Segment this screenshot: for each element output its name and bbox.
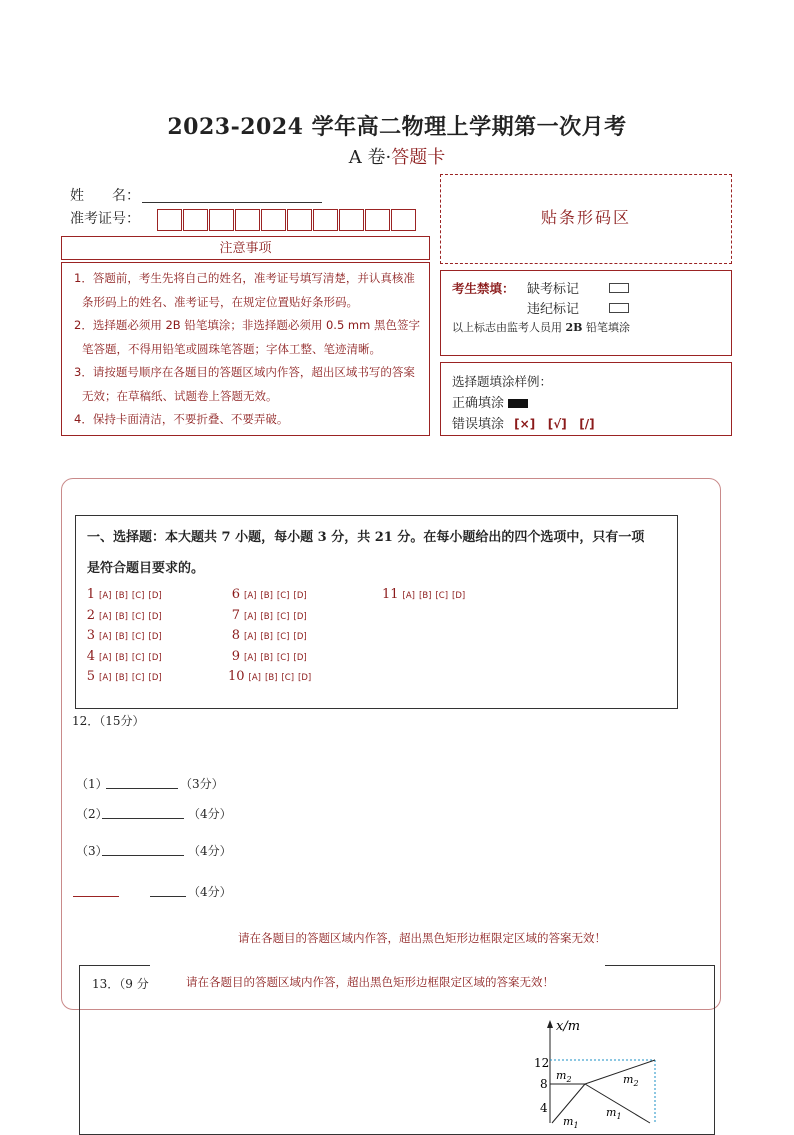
choice-bubble[interactable]: [C] xyxy=(131,611,145,622)
label-m1-right-m: m xyxy=(606,1106,617,1119)
q12-answer1[interactable] xyxy=(106,774,178,789)
mark-note-c: 铅笔填涂 xyxy=(582,321,630,334)
choice-bubble[interactable]: [D] xyxy=(148,632,162,642)
question-number: 8 xyxy=(231,628,240,643)
label-m1-right-sub: 1 xyxy=(616,1112,622,1121)
question-number: 9 xyxy=(231,648,240,664)
question-number: 1 xyxy=(86,587,95,602)
notice-heading: 注意事项 xyxy=(61,236,430,260)
question-number: 4 xyxy=(86,648,95,664)
choice-bubble[interactable]: [B] xyxy=(115,591,128,601)
id-digit-box[interactable] xyxy=(365,209,390,231)
choice-row xyxy=(382,587,465,602)
q13-box-gap xyxy=(150,963,605,967)
label-m2-right xyxy=(623,1073,639,1088)
name-field[interactable] xyxy=(142,186,322,203)
choice-bubble[interactable]: [B] xyxy=(419,591,432,601)
q12-part3: （3） xyxy=(76,844,108,858)
tick-12: 12 xyxy=(534,1056,550,1070)
choice-heading-line2: 是符合题目要求的。 xyxy=(87,561,205,576)
mark-note-b: 2B xyxy=(565,321,583,334)
id-digit-box[interactable] xyxy=(261,209,286,231)
filled-mark-icon xyxy=(508,399,528,408)
correct-fill-label: 正确填涂 xyxy=(452,396,505,411)
subtitle-version: A 卷· xyxy=(348,147,392,168)
id-digit-box[interactable] xyxy=(235,209,260,231)
choice-row xyxy=(83,608,162,623)
choice-bubble[interactable]: [A] xyxy=(244,632,257,642)
page-subtitle xyxy=(0,143,794,169)
subtitle-card: 答题卡 xyxy=(391,147,446,168)
choice-bubble[interactable]: [B] xyxy=(115,611,128,622)
label-m1-right xyxy=(606,1106,622,1121)
choice-bubble[interactable]: [C] xyxy=(276,591,290,601)
examiner-marks-box xyxy=(440,270,732,356)
choice-bubble[interactable]: [D] xyxy=(293,611,307,622)
label-m2-left-m: m xyxy=(556,1069,567,1082)
name-label: 姓 名： xyxy=(70,188,140,204)
notice-item: 4．保持卡面清洁，不要折叠、不要弄破。 xyxy=(74,412,289,426)
choice-row xyxy=(228,608,307,623)
choice-bubble[interactable]: [B] xyxy=(115,652,128,663)
sample-title: 选择题填涂样例： xyxy=(452,374,553,389)
choice-row xyxy=(83,649,162,664)
q12-answer2[interactable] xyxy=(102,804,184,819)
choice-bubble[interactable]: [D] xyxy=(148,611,162,622)
question-number: 5 xyxy=(86,669,95,684)
id-digit-box[interactable] xyxy=(391,209,416,231)
choice-bubble[interactable]: [C] xyxy=(131,652,145,663)
choice-bubble[interactable]: [A] xyxy=(244,591,257,601)
exam-id-label: 准考证号： xyxy=(70,211,140,227)
choice-bubble[interactable]: [D] xyxy=(293,591,307,601)
choice-bubble[interactable]: [A] xyxy=(99,591,112,601)
choice-bubble[interactable]: [B] xyxy=(260,591,273,601)
question-number: 2 xyxy=(86,607,95,623)
id-digit-box[interactable] xyxy=(209,209,234,231)
xt-graph xyxy=(520,1012,680,1130)
q12-part1: （1） xyxy=(76,777,108,791)
q13-warning: 请在各题目的答题区域内作答，超出黑色矩形边框限定区域的答案无效！ xyxy=(186,975,554,989)
page-title: 2023-2024 学年高二物理上学期第一次月考 xyxy=(167,114,627,140)
choice-row xyxy=(83,669,162,684)
question-number: 3 xyxy=(86,628,95,643)
choice-section-heading xyxy=(87,522,672,584)
choice-bubble[interactable]: [A] xyxy=(248,673,261,683)
choice-bubble[interactable]: [B] xyxy=(260,611,273,622)
graph-axis-label: x/m xyxy=(556,1019,581,1034)
mark-note xyxy=(452,319,630,335)
choice-row xyxy=(228,587,307,602)
question-number: 10 xyxy=(228,669,245,684)
choice-bubble[interactable]: [C] xyxy=(131,632,145,642)
correct-fill xyxy=(452,392,528,411)
choice-bubble[interactable]: [D] xyxy=(148,673,162,683)
q12-score2: （4分） xyxy=(188,807,232,821)
id-digit-box[interactable] xyxy=(313,209,338,231)
id-digit-box[interactable] xyxy=(287,209,312,231)
notice-list xyxy=(61,262,430,436)
label-m2-right-sub: 2 xyxy=(633,1079,639,1088)
question-number: 7 xyxy=(231,607,240,623)
id-digit-box[interactable] xyxy=(157,209,182,231)
choice-row xyxy=(83,628,162,643)
q12-part2: （2） xyxy=(76,807,108,821)
question-number: 6 xyxy=(231,587,240,602)
choice-bubble[interactable]: [D] xyxy=(293,632,307,642)
exam-id-boxes[interactable] xyxy=(157,209,417,231)
m2-line-b xyxy=(585,1060,655,1084)
q12-title: 12．（15分） xyxy=(72,714,145,728)
notice-item: 2．选择题必须用 2B 铅笔填涂；非选择题必须用 0.5 mm 黑色签字笔答题，不得用铅笔或圆珠笔答题；字体工整、笔迹清晰。 xyxy=(74,318,420,356)
q12-score4: （4分） xyxy=(188,885,232,899)
label-m2-left-sub: 2 xyxy=(566,1075,572,1084)
q12-answer3[interactable] xyxy=(102,841,184,856)
choice-bubble[interactable]: [B] xyxy=(260,632,273,642)
q12-score1: （3分） xyxy=(180,777,224,791)
choice-bubble[interactable]: [D] xyxy=(293,652,307,663)
notice-item: 3．请按题号顺序在各题目的答题区域内作答，超出区域书写的答案无效；在草稿纸、试题卷上答题无效。 xyxy=(74,365,415,403)
label-m2-right-m: m xyxy=(623,1073,634,1086)
label-m1-left-m: m xyxy=(563,1115,574,1128)
label-m1-left xyxy=(563,1115,579,1130)
choice-bubble[interactable]: [D] xyxy=(148,652,162,663)
choice-bubble[interactable]: [C] xyxy=(131,673,145,683)
choice-row xyxy=(83,587,162,602)
choice-bubble[interactable]: [C] xyxy=(281,673,295,683)
axis-arrow-icon xyxy=(547,1020,553,1028)
choice-bubble[interactable]: [D] xyxy=(452,591,466,601)
choice-bubble[interactable]: [A] xyxy=(244,652,257,663)
id-digit-box[interactable] xyxy=(183,209,208,231)
choice-row xyxy=(228,669,311,684)
choice-bubble[interactable]: [A] xyxy=(99,652,112,663)
choice-bubble[interactable]: [C] xyxy=(131,591,145,601)
choice-bubble[interactable]: [D] xyxy=(298,673,312,683)
choice-heading-line1: 一、选择题：本大题共 7 小题，每小题 3 分，共 21 分。在每小题给出的四个选项中，只有一项 xyxy=(87,530,645,545)
choice-bubble[interactable]: [C] xyxy=(435,591,449,601)
choice-bubble[interactable]: [D] xyxy=(148,591,162,601)
choice-bubble[interactable]: [B] xyxy=(260,652,273,663)
q12-answer4a[interactable] xyxy=(73,896,119,897)
q12-score3: （4分） xyxy=(188,844,232,858)
wrong-fill-label: 错误填涂 xyxy=(452,417,505,432)
violation-mark-box xyxy=(609,300,629,315)
choice-bubble[interactable]: [A] xyxy=(99,632,112,642)
choice-bubble[interactable]: [A] xyxy=(244,611,257,622)
tick-4: 4 xyxy=(540,1101,548,1115)
tick-8: 8 xyxy=(540,1077,548,1091)
choice-bubble[interactable]: [A] xyxy=(99,673,112,683)
choice-bubble[interactable]: [B] xyxy=(265,673,278,683)
choice-bubble[interactable]: [A] xyxy=(99,611,112,622)
label-m1-left-sub: 1 xyxy=(573,1121,579,1130)
q12-answer4b[interactable] xyxy=(150,896,186,897)
choice-row xyxy=(228,628,307,643)
notice-item: 1．答题前，考生先将自己的姓名，准考证号填写清楚，并认真核准条形码上的姓名、准考证号，在规定位置贴好条形码。 xyxy=(74,271,415,309)
label-m2-left xyxy=(556,1069,572,1084)
choice-bubble[interactable]: [C] xyxy=(276,632,290,642)
absent-mark-label: 缺考标记 xyxy=(527,282,580,297)
choice-bubble[interactable]: [C] xyxy=(276,611,290,622)
barcode-area: 贴条形码区 xyxy=(440,174,732,264)
forbid-label: 考生禁填： xyxy=(452,281,515,296)
wrong-fill xyxy=(452,413,595,432)
choice-bubble[interactable]: [A] xyxy=(402,591,415,601)
id-digit-box[interactable] xyxy=(339,209,364,231)
fill-sample-box xyxy=(440,362,732,436)
question-number: 11 xyxy=(382,587,399,602)
violation-mark-label: 违纪标记 xyxy=(527,302,580,317)
answer-area-warning: 请在各题目的答题区域内作答，超出黑色矩形边框限定区域的答案无效！ xyxy=(238,931,606,945)
choice-bubble[interactable]: [B] xyxy=(115,632,128,642)
choice-row xyxy=(228,649,307,664)
choice-bubble[interactable]: [C] xyxy=(276,652,290,663)
choice-bubble[interactable]: [B] xyxy=(115,673,128,683)
absent-mark-box xyxy=(609,280,629,295)
q13-title: 13．（9 分 xyxy=(92,977,149,991)
wrong-marks: [×] [√] [/] xyxy=(514,417,595,431)
mark-note-a: 以上标志由监考人员用 xyxy=(452,321,566,334)
